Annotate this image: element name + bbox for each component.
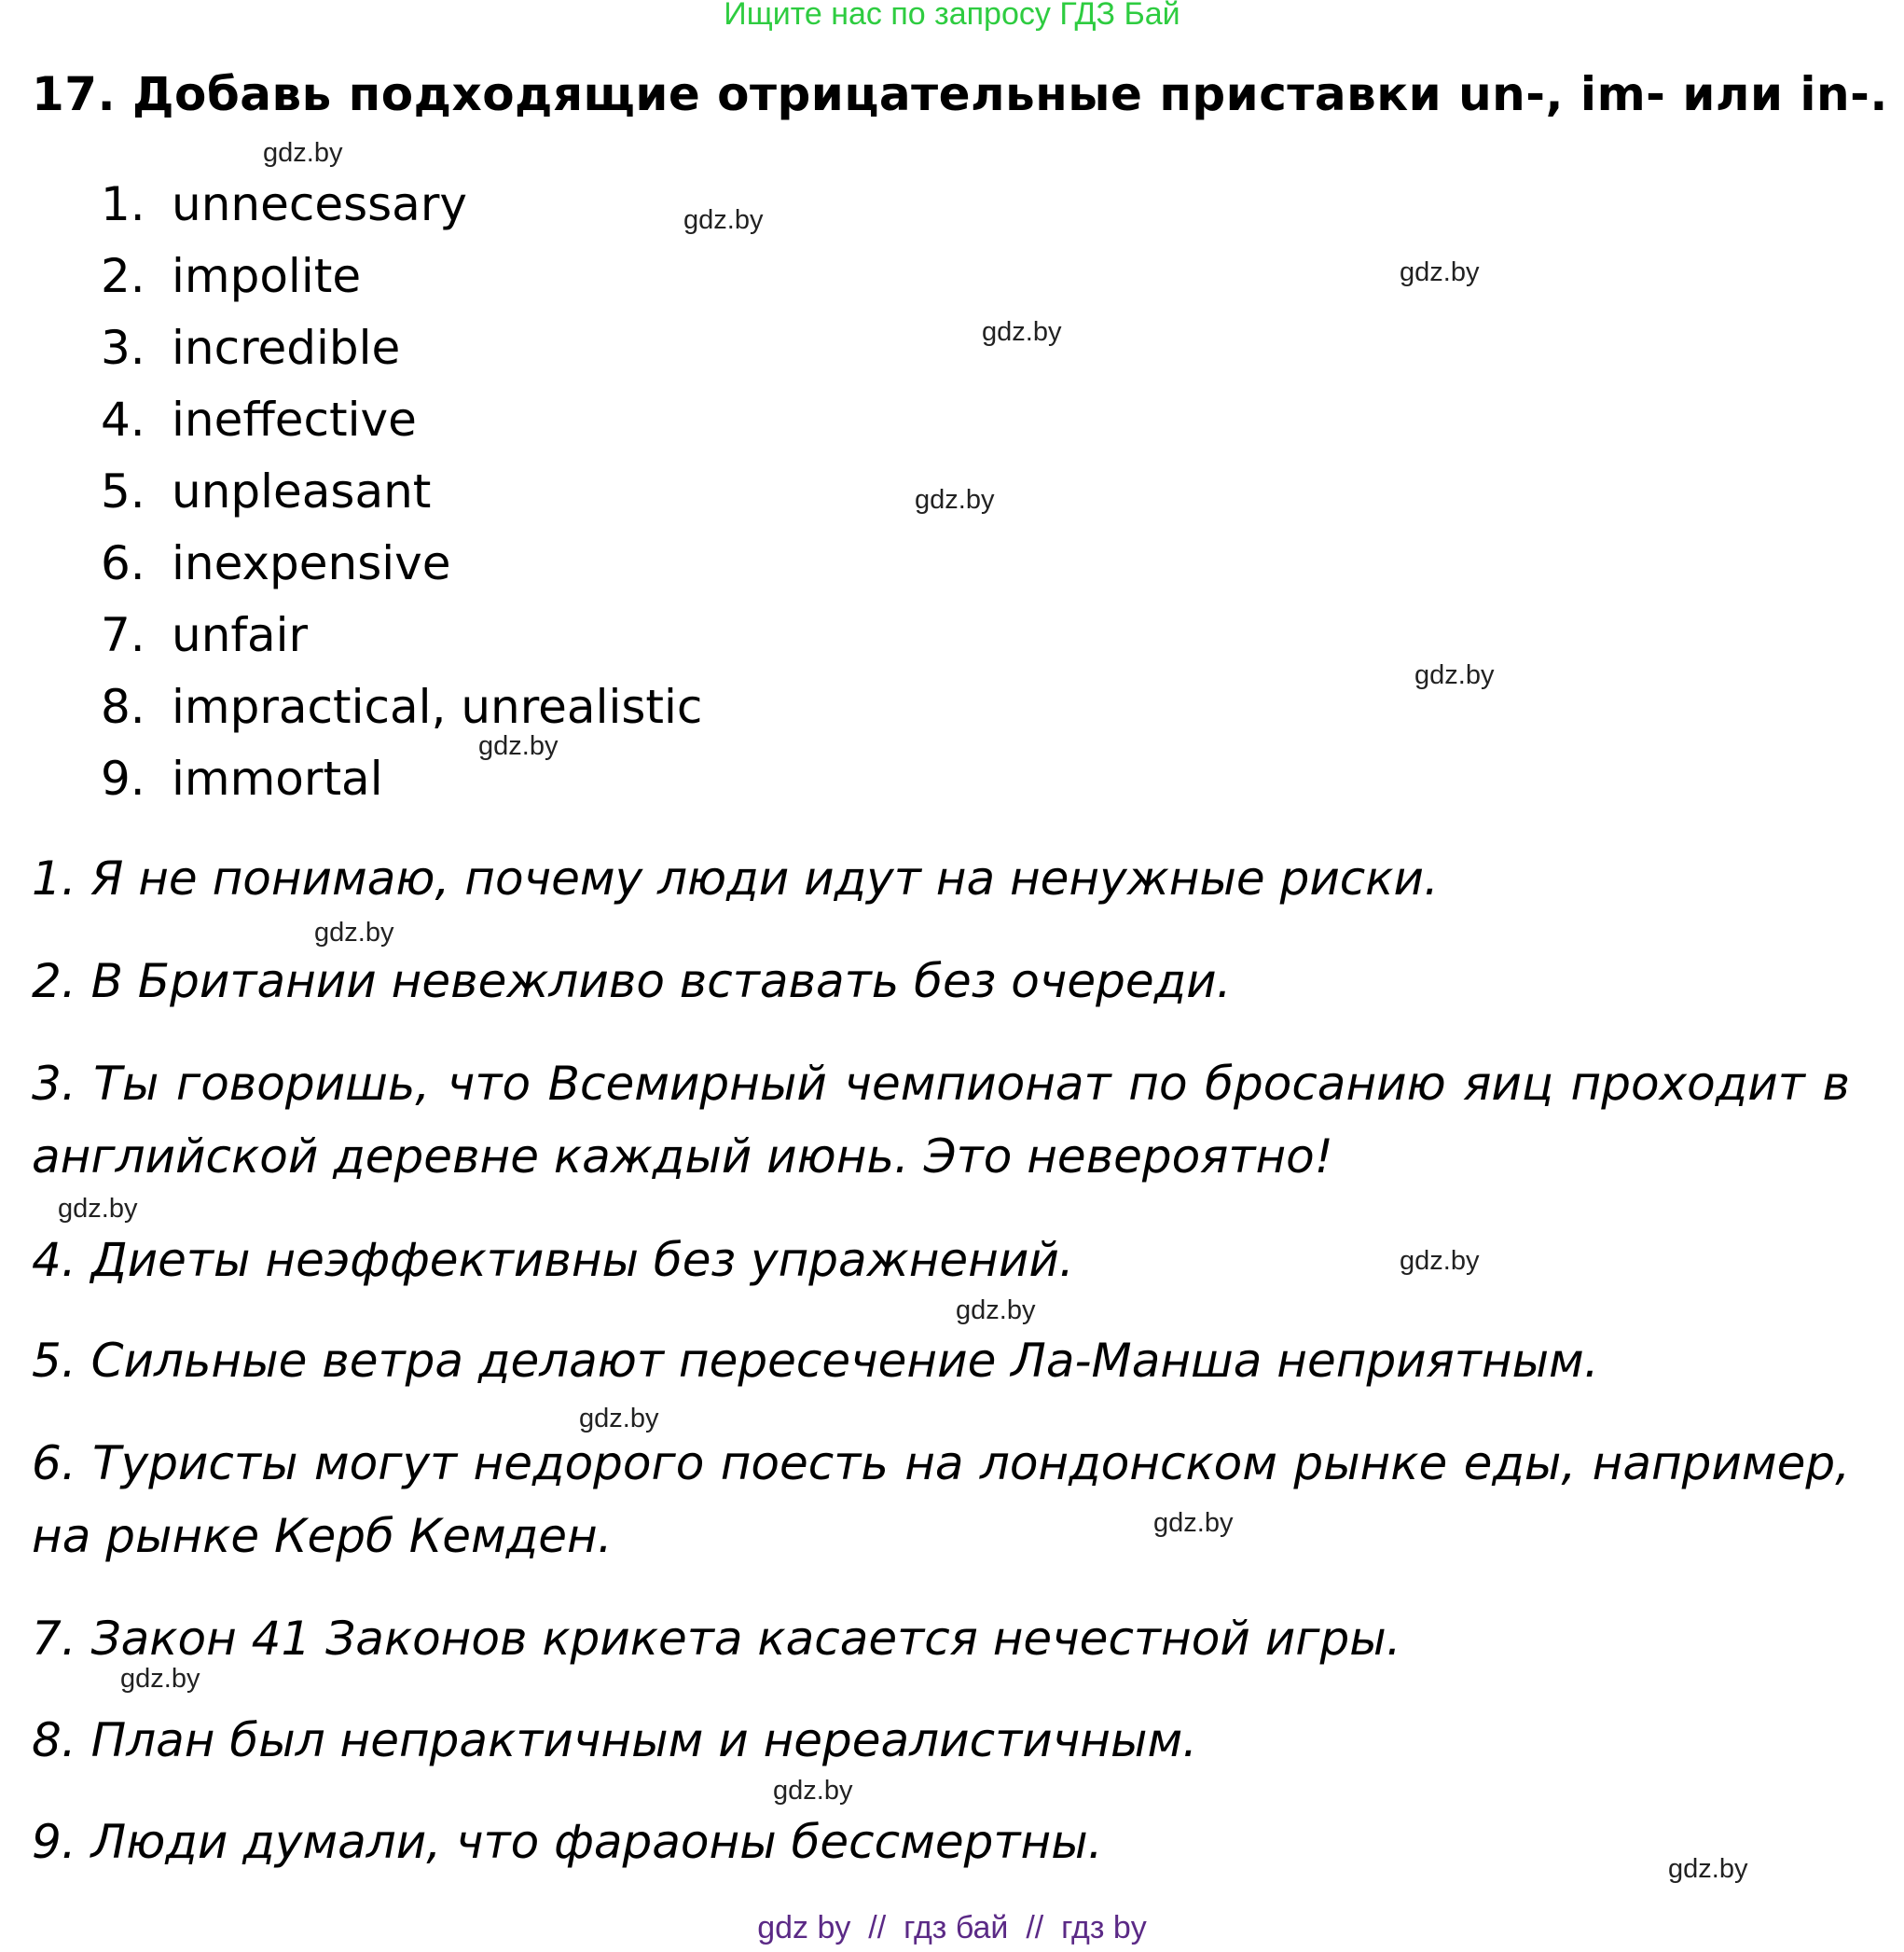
answer-text: unfair xyxy=(172,607,309,662)
watermark: gdz.by xyxy=(956,1295,1036,1325)
answer-number: 8. xyxy=(101,679,145,734)
translation-1: 1. Я не понимаю, почему люди идут на ненужные риски. xyxy=(32,851,1439,906)
watermark: gdz.by xyxy=(58,1194,138,1224)
answer-text: immortal xyxy=(172,751,383,806)
answer-text: ineffective xyxy=(172,392,417,447)
watermark: gdz.by xyxy=(579,1404,659,1433)
answer-number: 5. xyxy=(101,464,145,519)
answer-number: 3. xyxy=(101,320,145,375)
answer-text: impractical, unrealistic xyxy=(172,679,703,734)
answer-item xyxy=(101,742,702,814)
footer-links: gdz by // гдз бай // гдз by xyxy=(757,1910,1147,1945)
answer-text: incredible xyxy=(172,320,401,375)
answer-item xyxy=(101,240,702,311)
translation-7: 7. Закон 41 Законов крикета касается нечестной игры. xyxy=(32,1612,1401,1666)
answer-item xyxy=(101,527,702,599)
answer-number: 2. xyxy=(101,248,145,303)
answer-number: 6. xyxy=(101,535,145,590)
answer-text: inexpensive xyxy=(172,535,451,590)
translation-6: 6. Туристы могут недорого поесть на лондонском рынке еды, например, на рынке Керб Кемден. xyxy=(32,1436,1850,1563)
translation-4: 4. Диеты неэффективны без упражнений. xyxy=(32,1233,1074,1287)
watermark: gdz.by xyxy=(120,1664,200,1694)
watermark: gdz.by xyxy=(1414,660,1495,690)
watermark: gdz.by xyxy=(263,138,343,168)
answer-list xyxy=(101,168,702,814)
answer-text: unpleasant xyxy=(172,464,432,519)
watermark: gdz.by xyxy=(478,731,559,761)
answer-number: 1. xyxy=(101,176,145,231)
watermark: gdz.by xyxy=(773,1776,853,1806)
answer-item xyxy=(101,455,702,527)
watermark: gdz.by xyxy=(1153,1508,1234,1538)
translation-8: 8. План был непрактичным и нереалистичным. xyxy=(32,1713,1198,1767)
answer-number: 9. xyxy=(101,751,145,806)
answer-text: unnecessary xyxy=(172,176,467,231)
answer-number: 7. xyxy=(101,607,145,662)
answer-item xyxy=(101,599,702,671)
translation-2: 2. В Британии невежливо вставать без очереди. xyxy=(32,954,1232,1008)
answer-item xyxy=(101,311,702,383)
watermark: gdz.by xyxy=(982,317,1062,347)
translation-9: 9. Люди думали, что фараоны бессмертны. xyxy=(32,1815,1103,1869)
watermark: gdz.by xyxy=(683,205,764,235)
watermark: gdz.by xyxy=(314,918,394,948)
answer-text: impolite xyxy=(172,248,362,303)
answer-item xyxy=(101,671,702,742)
answer-item xyxy=(101,168,702,240)
answer-number: 4. xyxy=(101,392,145,447)
watermark: gdz.by xyxy=(1400,1246,1480,1276)
answer-item xyxy=(101,383,702,455)
search-hint-banner: Ищите нас по запросу ГДЗ Бай xyxy=(724,0,1180,32)
watermark: gdz.by xyxy=(915,485,995,515)
translation-5: 5. Сильные ветра делают пересечение Ла-Манша неприятным. xyxy=(32,1334,1599,1388)
watermark: gdz.by xyxy=(1668,1854,1748,1884)
exercise-title: 17. Добавь подходящие отрицательные приставки un-, im- или in-. xyxy=(32,67,1888,121)
watermark: gdz.by xyxy=(1400,257,1480,287)
translation-3: 3. Ты говоришь, что Всемирный чемпионат по бросанию яиц проходит в английской деревне каждый июнь. Это невероятно! xyxy=(32,1057,1850,1184)
